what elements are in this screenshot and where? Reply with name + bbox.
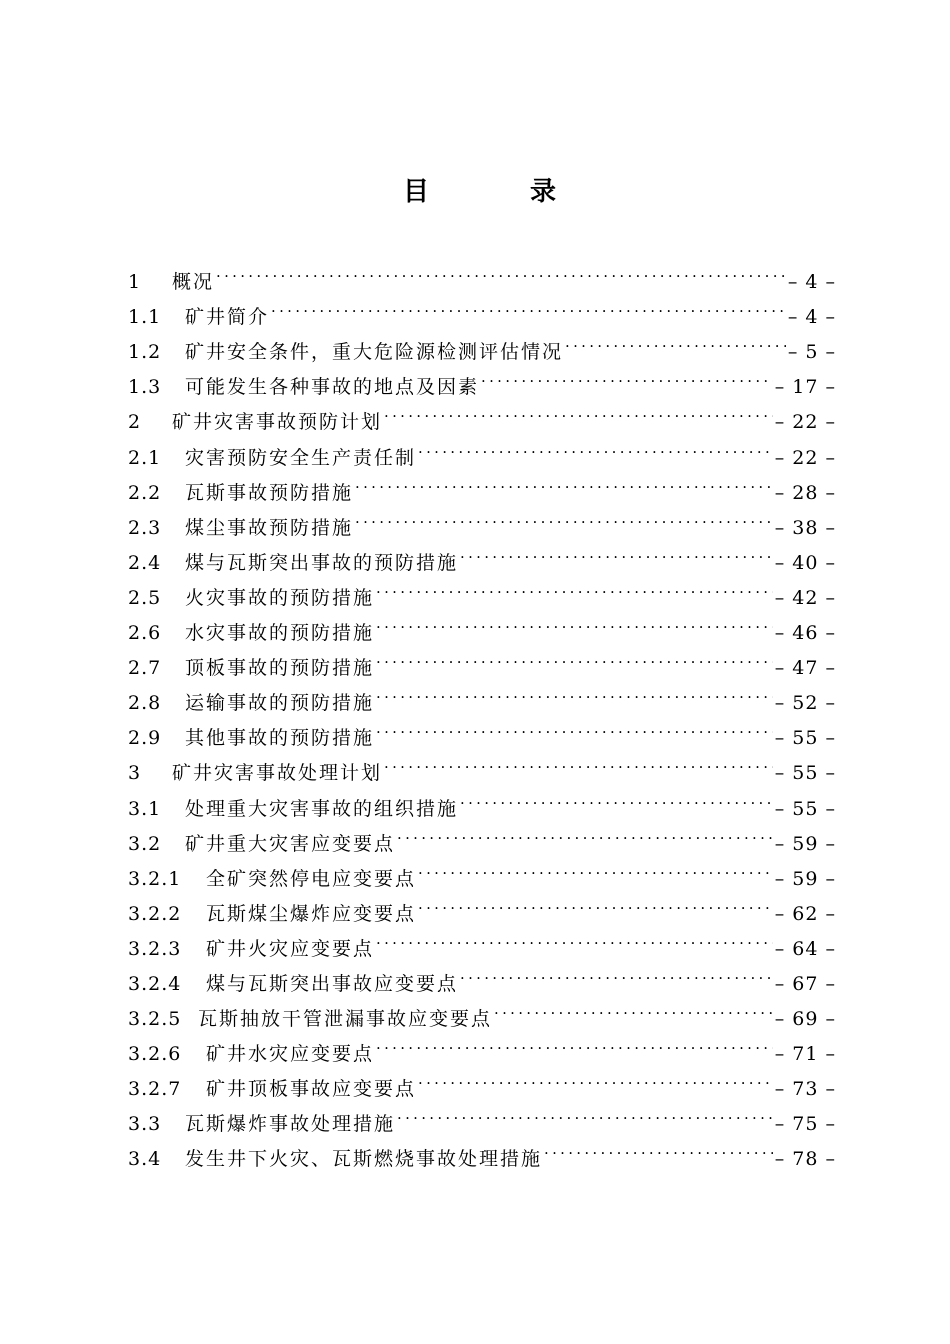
toc-entry-page: – 4 – bbox=[787, 306, 836, 329]
toc-entry-number: 2.1 bbox=[128, 446, 162, 469]
toc-entry-page: – 73 – bbox=[774, 1078, 836, 1101]
toc-entry-number: 1.1 bbox=[128, 306, 162, 329]
toc-entry-number: 3.3 bbox=[128, 1113, 162, 1136]
toc-entry-number: 3.2 bbox=[128, 832, 162, 855]
toc-dot-leader bbox=[376, 920, 773, 955]
toc-entry-number: 2.9 bbox=[128, 727, 162, 750]
toc-entry-title: 灾害预防安全生产责任制 bbox=[185, 446, 417, 469]
toc-dot-leader bbox=[376, 674, 773, 709]
toc-entry-title: 瓦斯爆炸事故处理措施 bbox=[185, 1113, 396, 1136]
toc-entry-title: 矿井灾害事故处理计划 bbox=[172, 762, 383, 785]
toc-entry-title: 可能发生各种事故的地点及因素 bbox=[185, 376, 480, 399]
toc-entry-number: 1.3 bbox=[128, 376, 162, 399]
toc-dot-leader bbox=[460, 779, 773, 814]
toc-dot-leader bbox=[397, 1095, 773, 1130]
toc-entry-number: 2.6 bbox=[128, 622, 162, 645]
toc-entry-page: – 59 – bbox=[774, 867, 836, 890]
toc-entry-page: – 47 – bbox=[774, 657, 836, 680]
toc-entry-page: – 4 – bbox=[787, 271, 836, 294]
toc-dot-leader bbox=[481, 358, 773, 393]
toc-entry-page: – 62 – bbox=[774, 902, 836, 925]
toc-entry-number: 2.3 bbox=[128, 516, 162, 539]
title-char-2: 录 bbox=[530, 177, 557, 207]
toc-entry-page: – 67 – bbox=[774, 972, 836, 995]
toc-entry-number: 3.2.6 bbox=[128, 1043, 182, 1066]
toc-dot-leader bbox=[397, 815, 773, 850]
toc-entry-page: – 22 – bbox=[774, 411, 836, 434]
toc-dot-leader bbox=[418, 428, 773, 463]
toc-entry-title: 煤尘事故预防措施 bbox=[185, 516, 354, 539]
toc-dot-leader bbox=[355, 464, 773, 499]
toc-entry-page: – 55 – bbox=[774, 797, 836, 820]
toc-entry-page: – 78 – bbox=[774, 1148, 836, 1171]
toc-entry-title: 全矿突然停电应变要点 bbox=[206, 867, 417, 890]
toc-dot-leader bbox=[355, 499, 773, 534]
toc-entry-number: 3.1 bbox=[128, 797, 162, 820]
toc-entry-title: 矿井安全条件，重大危险源检测评估情况 bbox=[185, 341, 564, 364]
toc-entry-title: 运输事故的预防措施 bbox=[185, 692, 375, 715]
toc-entry-page: – 17 – bbox=[774, 376, 836, 399]
toc-dot-leader bbox=[460, 534, 773, 569]
toc-entry[interactable] bbox=[128, 288, 836, 329]
toc-entry-title: 水灾事故的预防措施 bbox=[185, 622, 375, 645]
toc-entry-number: 2.5 bbox=[128, 586, 162, 609]
toc-entry-number: 3.2.7 bbox=[128, 1078, 182, 1101]
toc-dot-leader bbox=[376, 604, 773, 639]
toc-entry-number: 3.2.1 bbox=[128, 867, 182, 890]
toc-entry-page: – 64 – bbox=[774, 937, 836, 960]
table-of-contents bbox=[128, 253, 836, 1171]
toc-entry-page: – 52 – bbox=[774, 692, 836, 715]
toc-entry-page: – 75 – bbox=[774, 1113, 836, 1136]
toc-entry-page: – 55 – bbox=[774, 727, 836, 750]
toc-entry-page: – 38 – bbox=[774, 516, 836, 539]
toc-dot-leader bbox=[460, 955, 773, 990]
toc-entry-title: 瓦斯事故预防措施 bbox=[185, 481, 354, 504]
toc-entry-title: 火灾事故的预防措施 bbox=[185, 586, 375, 609]
toc-entry-number: 2 bbox=[128, 411, 142, 434]
toc-entry-number: 3.2.2 bbox=[128, 902, 182, 925]
toc-dot-leader bbox=[384, 393, 773, 428]
toc-dot-leader bbox=[384, 744, 773, 779]
toc-entry-title: 矿井简介 bbox=[185, 306, 270, 329]
toc-entry-number: 2.4 bbox=[128, 551, 162, 574]
toc-entry-title: 顶板事故的预防措施 bbox=[185, 657, 375, 680]
toc-entry-page: – 59 – bbox=[774, 832, 836, 855]
toc-entry-title: 矿井顶板事故应变要点 bbox=[206, 1078, 417, 1101]
toc-entry-title: 瓦斯抽放干管泄漏事故应变要点 bbox=[198, 1008, 493, 1031]
toc-entry-number: 3 bbox=[128, 762, 142, 785]
toc-entry-title: 煤与瓦斯突出事故的预防措施 bbox=[185, 551, 459, 574]
toc-entry-title: 其他事故的预防措施 bbox=[185, 727, 375, 750]
toc-dot-leader bbox=[418, 850, 773, 885]
toc-dot-leader bbox=[376, 639, 773, 674]
toc-entry-page: – 42 – bbox=[774, 586, 836, 609]
toc-entry-title: 瓦斯煤尘爆炸应变要点 bbox=[206, 902, 417, 925]
toc-dot-leader bbox=[376, 709, 773, 744]
toc-entry-title: 处理重大灾害事故的组织措施 bbox=[185, 797, 459, 820]
toc-entry-page: – 28 – bbox=[774, 481, 836, 504]
toc-entry-page: – 69 – bbox=[774, 1008, 836, 1031]
page-title bbox=[0, 172, 950, 212]
toc-entry-title: 矿井重大灾害应变要点 bbox=[185, 832, 396, 855]
toc-dot-leader bbox=[216, 253, 786, 288]
toc-entry-page: – 71 – bbox=[774, 1043, 836, 1066]
toc-entry-title: 矿井灾害事故预防计划 bbox=[172, 411, 383, 434]
toc-entry-number: 3.2.4 bbox=[128, 972, 182, 995]
toc-entry-number: 3.2.3 bbox=[128, 937, 182, 960]
toc-dot-leader bbox=[565, 323, 786, 358]
toc-entry[interactable] bbox=[128, 253, 836, 294]
toc-entry-page: – 5 – bbox=[787, 341, 836, 364]
toc-dot-leader bbox=[376, 1025, 773, 1060]
toc-entry-title: 概况 bbox=[172, 271, 215, 294]
toc-entry-page: – 22 – bbox=[774, 446, 836, 469]
toc-entry-number: 2.8 bbox=[128, 692, 162, 715]
toc-entry-title: 发生井下火灾、瓦斯燃烧事故处理措施 bbox=[185, 1148, 543, 1171]
toc-entry-number: 2.2 bbox=[128, 481, 162, 504]
toc-entry-number: 3.4 bbox=[128, 1148, 162, 1171]
title-char-1: 目 bbox=[403, 177, 430, 207]
toc-entry-number: 1 bbox=[128, 271, 142, 294]
toc-dot-leader bbox=[271, 288, 786, 323]
toc-dot-leader bbox=[418, 885, 773, 920]
toc-dot-leader bbox=[418, 1060, 773, 1095]
toc-entry-page: – 46 – bbox=[774, 622, 836, 645]
toc-entry-page: – 55 – bbox=[774, 762, 836, 785]
toc-entry-title: 矿井水灾应变要点 bbox=[206, 1043, 375, 1066]
toc-entry-number: 2.7 bbox=[128, 657, 162, 680]
toc-dot-leader bbox=[494, 990, 773, 1025]
toc-entry-number: 3.2.5 bbox=[128, 1008, 182, 1031]
toc-entry-title: 煤与瓦斯突出事故应变要点 bbox=[206, 972, 459, 995]
toc-entry-page: – 40 – bbox=[774, 551, 836, 574]
toc-entry-title: 矿井火灾应变要点 bbox=[206, 937, 375, 960]
toc-entry-number: 1.2 bbox=[128, 341, 162, 364]
toc-dot-leader bbox=[544, 1130, 773, 1165]
toc-dot-leader bbox=[376, 569, 773, 604]
